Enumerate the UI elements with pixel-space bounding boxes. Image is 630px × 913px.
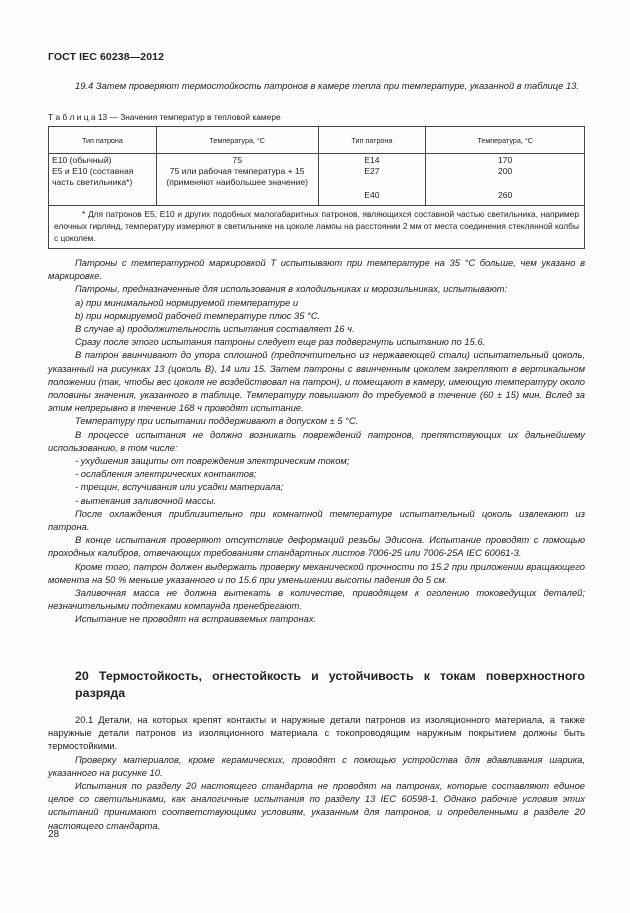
table-cell: [49, 154, 157, 206]
header-cell: Температура, °С: [156, 127, 318, 154]
table-note-row: [49, 206, 585, 249]
list-item: - ослабления электрических контактов;: [75, 468, 257, 480]
list-item: - вытекания заливочной массы.: [75, 494, 217, 506]
table-footnote: * Для патронов Е5, Е10 и других подобных малогабаритных патронов, являющихся составной частью светильника, например елочных гирлянд, температуру измеряют в светильнике на цоколе лампы на расстоянии 2 мм от места соединения стеклянной колбы с цоколем.: [49, 206, 585, 249]
section-heading: 20 Термостойкость, огнестойкость и устойчивость к токам поверхностного разряда: [75, 669, 585, 700]
paragraph: В случае a) продолжительность испытания составляет 16 ч.: [75, 323, 355, 335]
cell-text: 75 или рабочая температура + 15 (применяют наибольшее значение): [166, 166, 309, 187]
cell-text: 200: [497, 166, 513, 176]
cell-text: Е27: [364, 166, 380, 176]
paragraph: Заливочная масса не должна вытекать в количестве, приводящем к оголению токоведущих деталей; незначительными подтеками компаунда пренебрегают.: [48, 587, 585, 612]
paragraph: В патрон ввинчивают до упора сплошной (предпочтительно из нержавеющей стали) испытательный цоколь, указанный на рисунках 13 (цоколь В), 14 или 15. Затем патроны с ввинченным цоколем закрепляют в вертикальном положении (так, чтобы вес цоколя не воздействовал на патрон), и помещают в камеру, имеющую температуру около половины значения, указанного в таблице. Температуру повышают до требуемой в течение (60 ± 15) мин. Вслед за этим непрерывно в течение 168 ч проводят испытание.: [48, 349, 585, 414]
table-header-row: [49, 127, 585, 154]
list-item: - ухудшения защиты от повреждения электрическим током;: [75, 455, 350, 467]
paragraph: 20.1 Детали, на которых крепят контакты и наружные детали патронов из изоляционного материала, а также наружные детали патронов из изоляционного материала с токопроводящим наружным покрытием должны быть термостойкими.: [48, 714, 585, 752]
intro-paragraph: 19.4 Затем проверяют термостойкость патронов в камере тепла при температуре, указанной в таблице 13.: [75, 80, 579, 91]
header-cell: Тип патрона: [318, 127, 426, 154]
table-caption: Т а б л и ц а 13 — Значения температур в тепловой камере: [48, 112, 281, 122]
cell-text: 260: [497, 190, 513, 200]
cell-text: Е10 (обычный): [52, 155, 112, 165]
paragraph: Кроме того, патрон должен выдержать проверку механической прочности по 15.2 при приложении вращающего момента на 50 % меньше указанного и по 15.6 при уменьшении высоты падения до 5 см.: [48, 560, 585, 585]
cell-text: Е5 и Е10 (составная часть светильника*): [52, 166, 134, 187]
list-item: b) при нормируемой рабочей температуре плюс 35 °С.: [75, 309, 321, 321]
paragraph: Испытание не проводят на встраиваемых патронах.: [75, 613, 317, 625]
cell-text: 170: [497, 155, 513, 165]
paragraph: После охлаждения приблизительно при комнатной температуре испытательный цоколь извлекают из патрона.: [48, 507, 585, 533]
paragraph: В процессе испытания не должно возникать повреждений патронов, препятствующих их дальнейшему использованию, в том числе:: [48, 428, 585, 453]
paragraph: Патроны, предназначенные для использования в холодильниках и морозильниках, испытывают:: [75, 283, 508, 295]
page-number: 28: [48, 829, 60, 840]
section-20-text: [48, 713, 585, 832]
paragraph: Проверку материалов, кроме керамических, проводят с помощью устройства для вдавливания шарика, указанного на рисунке 10.: [48, 753, 585, 778]
cell-text: Е14: [364, 155, 380, 165]
paragraph: Температуру при испытании поддерживают в допуском ± 5 °С.: [75, 415, 359, 427]
table-cell: [426, 154, 585, 206]
paragraph: Патроны с температурной маркировкой T испытывают при температуре на 35 °С больше, чем указано в маркировке.: [48, 257, 585, 282]
body-text: [48, 256, 585, 626]
paragraph: Сразу после этого испытания патроны следует еще раз подвергнуть испытанию по 15.6.: [75, 336, 486, 348]
list-item: - трещин, вспучивания или усадки материала;: [75, 481, 284, 493]
header-cell: Температура, °С: [426, 127, 585, 154]
table-row: [49, 154, 585, 206]
header-cell: Тип патрона: [49, 127, 157, 154]
paragraph: В конце испытания проверяют отсутствие деформаций резьбы Эдисона. Испытание проводят с помощью проходных калибров, отвечающих требованиям стандартных листов 7006-25 или 7006-25А IEC 60061-3.: [48, 534, 585, 559]
table-cell: [318, 154, 426, 206]
document-code: ГОСТ IEC 60238—2012: [48, 51, 165, 63]
paragraph: Испытания по разделу 20 настоящего стандарта не проводят на патронах, которые составляют единое целое со светильниками, как аналогичные испытания по разделу 13 IEC 60598-1. Однако рабочие условия этих испытаний принимают соответствующими условиям, указанным для патронов, и определенными в разделе 20 настоящего стандарта.: [48, 780, 585, 831]
list-item: a) при минимальной нормируемой температуре и: [75, 296, 299, 308]
table-cell: [156, 154, 318, 206]
cell-text: Е40: [364, 190, 380, 200]
cell-text: 75: [232, 155, 242, 165]
temperature-table: [48, 126, 585, 249]
